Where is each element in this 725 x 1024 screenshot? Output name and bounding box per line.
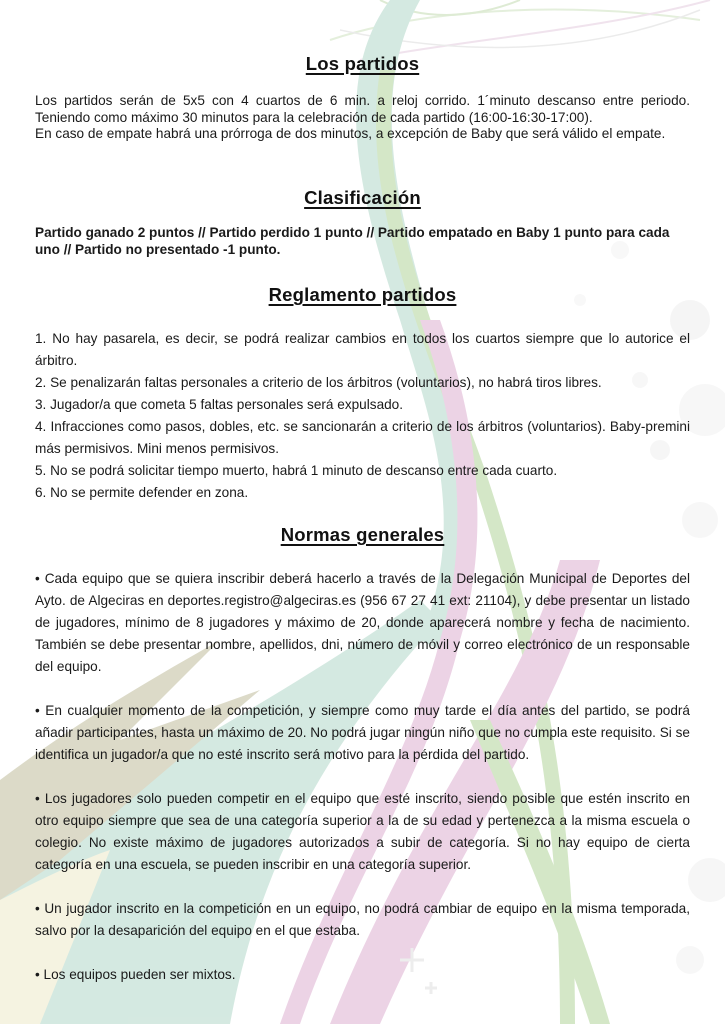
- normas-item: • Un jugador inscrito en la competición en un equipo, no podrá cambiar de equipo en la misma temporada, salvo por la desaparición del equipo en el que estaba.: [35, 901, 690, 938]
- reglamento-item: 3. Jugador/a que cometa 5 faltas personales será expulsado.: [35, 397, 404, 412]
- normas-item: • Cada equipo que se quiera inscribir deberá hacerlo a través de la Delegación Municipal de Deportes del Ayto. de Algeciras en deportes.registro@algeciras.es (956 67 27 41 ext: 21104), y debe presentar un listado de jugadores, mínimo de 8 jugadores y máximo de 20, donde aparecerá nombre y fecha de nacimiento. También se debe presentar nombre, apellidos, dni, número de móvil y correo electrónico de un responsable del equipo.: [35, 571, 690, 674]
- normas-list: [35, 568, 690, 986]
- normas-item: • En cualquier momento de la competición, y siempre como muy tarde el día antes del partido, se podrá añadir participantes, hasta un máximo de 20. No podrá jugar ningún niño que no cumpla este requisito. Si se identifica un jugador/a que no esté inscrito será motivo para la pérdida del partido.: [35, 703, 690, 762]
- normas-item: • Los equipos pueden ser mixtos.: [35, 967, 236, 982]
- heading-clasificacion: Clasificación: [304, 187, 421, 208]
- partidos-line-3: En caso de empate habrá una prórroga de dos minutos, a excepción de Baby que será válido el empate.: [35, 126, 666, 141]
- partidos-line-2: Teniendo como máximo 30 minutos para la celebración de cada partido (16:00-16:30-17:00).: [35, 109, 593, 125]
- heading-los-partidos: Los partidos: [305, 53, 420, 74]
- heading-reglamento: Reglamento partidos: [268, 284, 457, 305]
- partidos-line-1: Los partidos serán de 5x5 con 4 cuartos de 6 min. a reloj corrido. 1´minuto descanso entre periodo.: [35, 93, 690, 108]
- reglamento-item: 5. No se podrá solicitar tiempo muerto, habrá 1 minuto de descanso entre cada cuarto.: [35, 463, 558, 478]
- reglamento-item: 1. No hay pasarela, es decir, se podrá realizar cambios en todos los cuartos siempre que lo autorice el árbitro.: [35, 331, 690, 368]
- partidos-text: [35, 93, 690, 143]
- reglamento-item: 4. Infracciones como pasos, dobles, etc. se sancionarán a criterio de los árbitros (voluntarios). Baby-premini más permisivos. Mini menos permisivos.: [35, 419, 690, 456]
- heading-normas-generales: Normas generales: [280, 524, 445, 545]
- reglamento-list: [35, 328, 690, 504]
- clasificacion-text: [35, 225, 690, 258]
- clasificacion-line: Partido ganado 2 puntos // Partido perdido 1 punto // Partido empatado en Baby 1 punto para cada uno // Partido no presentado -1 punto.: [35, 225, 670, 257]
- reglamento-item: 6. No se permite defender en zona.: [35, 485, 249, 500]
- reglamento-item: 2. Se penalizarán faltas personales a criterio de los árbitros (voluntarios), no habrá tiros libres.: [35, 375, 602, 390]
- normas-item: • Los jugadores solo pueden competir en el equipo que esté inscrito, siendo posible que estén inscrito en otro equipo siempre que sea de una categoría superior a la de su edad y pertenezca a la misma escuela o colegio. No existe máximo de jugadores autorizados a subir de categoría. Si no hay equipo de cierta categoría en una escuela, se pueden inscribir en una categoría superior.: [35, 791, 690, 872]
